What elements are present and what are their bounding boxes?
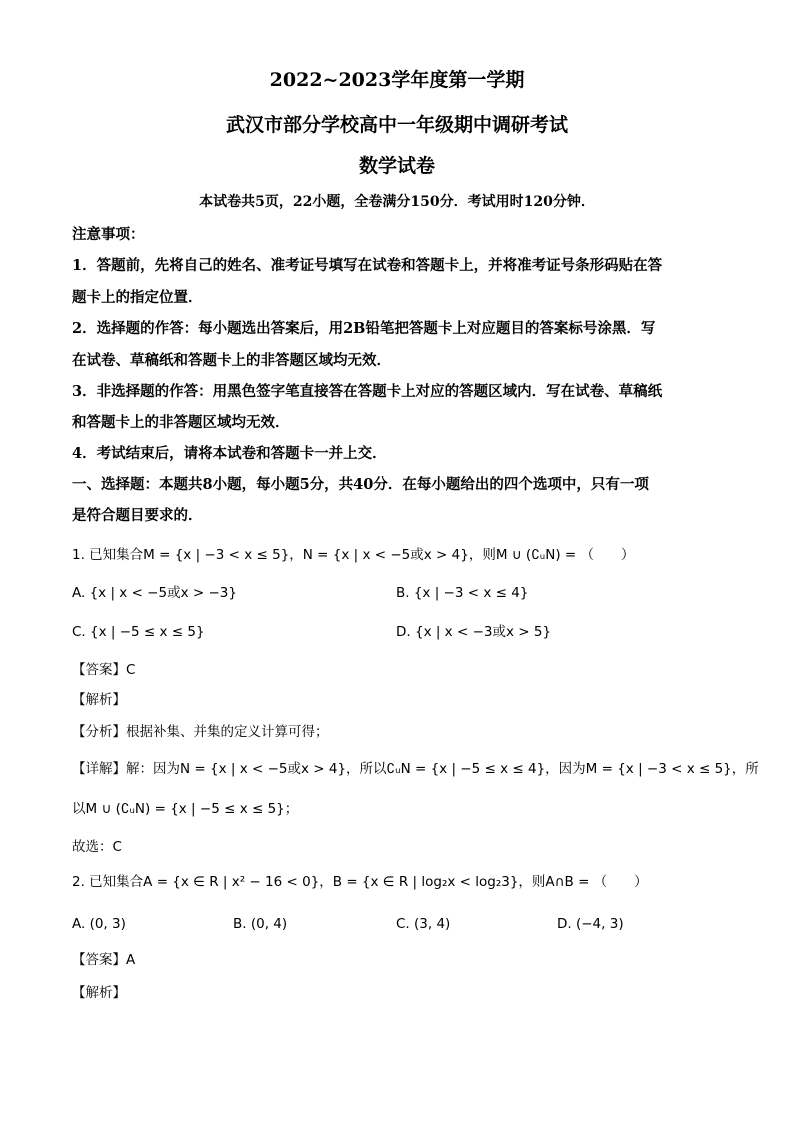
q1-option-a: A. {x | x < −5或x > −3} [72,585,237,601]
q1-option-d: D. {x | x < −3或x > 5} [396,624,552,640]
q2-option-d: D. (−4, 3) [557,916,624,932]
q1-option-b: B. {x | −3 < x ≤ 4} [396,585,529,601]
q1-fenxi: 【分析】根据补集、并集的定义计算可得； [72,724,329,740]
q1-detail-b: 以M ∪ (∁ᵤN) = {x | −5 ≤ x ≤ 5}； [72,801,299,817]
notice-item-3a: 3．非选择题的作答：用黑色签字笔直接答在答题卡上对应的答题区域内．写在试卷、草稿纸 [72,383,663,400]
notice-heading: 注意事项： [72,226,145,243]
header-exam-name: 武汉市部分学校高中一年级期中调研考试 [225,114,568,136]
q1-option-c: C. {x | −5 ≤ x ≤ 5} [72,624,205,640]
section1-line-a: 一、选择题：本题共8小题，每小题5分，共40分．在每小题给出的四个选项中，只有一项 [72,476,649,493]
notice-item-1a: 1．答题前，先将自己的姓名、准考证号填写在试卷和答题卡上，并将准考证号条形码贴在答 [72,257,663,274]
q1-answer: 【答案】C [72,662,136,678]
notice-item-2a: 2．选择题的作答：每小题选出答案后，用2B铅笔把答题卡上对应题目的答案标号涂黑．写 [72,320,656,337]
q2-stem: 2. 已知集合A = {x ∈ R | x² − 16 < 0}，B = {x ∈ R | log₂x < log₂3}，则A∩B = （ ） [72,874,648,890]
q2-option-b: B. (0, 4) [233,916,288,932]
q2-answer: 【答案】A [72,952,136,968]
header-subject: 数学试卷 [358,155,435,177]
q2-analysis-label: 【解析】 [72,985,126,1001]
q1-analysis-label: 【解析】 [72,692,126,708]
q1-choice: 故选：C [72,839,122,855]
header-info: 本试卷共5页，22小题，全卷满分150分．考试用时120分钟． [199,194,595,210]
q1-detail-a: 【详解】解：因为N = {x | x < −5或x > 4}，所以∁ᵤN = {x | −5 ≤ x ≤ 4}，因为M = {x | −3 < x ≤ 5}，所 [72,761,759,777]
section1-line-b: 是符合题目要求的． [72,507,203,524]
notice-item-3b: 和答题卡上的非答题区域均无效． [72,414,290,431]
q1-stem: 1. 已知集合M = {x | −3 < x ≤ 5}，N = {x | x < −5或x > 4}，则M ∪ (∁ᵤN) = （ ） [72,547,635,563]
notice-item-1b: 题卡上的指定位置． [72,289,203,306]
header-term: 2022~2023学年度第一学期 [269,69,525,91]
q2-option-c: C. (3, 4) [396,916,451,932]
notice-item-4: 4．考试结束后，请将本试卷和答题卡一并上交． [72,445,387,462]
notice-item-2b: 在试卷、草稿纸和答题卡上的非答题区域均无效． [72,352,391,369]
q2-option-a: A. (0, 3) [72,916,126,932]
